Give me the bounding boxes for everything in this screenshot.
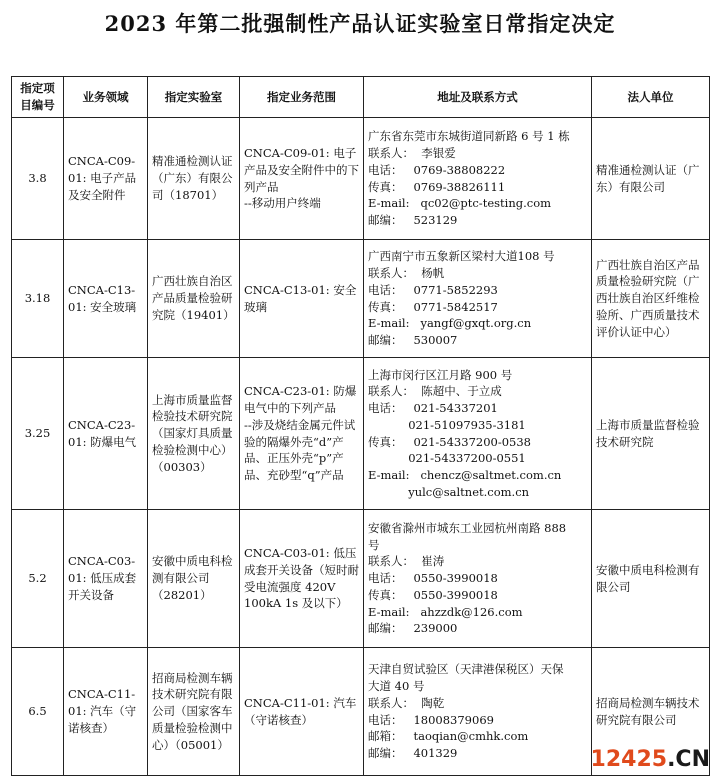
address-line: 邮编： 530007 bbox=[368, 332, 458, 347]
business-field: CNCA-C11-01: 汽车（守诺核查） bbox=[64, 648, 148, 776]
designated-lab: 上海市质量监督检验技术研究院（国家灯具质量检验检测中心）（00303） bbox=[148, 358, 240, 510]
item-number: 5.2 bbox=[12, 510, 64, 648]
item-number: 3.18 bbox=[12, 240, 64, 358]
address-contact bbox=[364, 510, 592, 648]
address-line: 电话： 0550-3990018 bbox=[368, 571, 498, 586]
designated-lab: 安徽中质电科检测有限公司（28201） bbox=[148, 510, 240, 648]
designated-scope: CNCA-C11-01: 汽车（守诺核查） bbox=[240, 648, 364, 776]
address-line: 传真： 021-54337200-0538 bbox=[368, 434, 531, 449]
address-line: 联系人： 杨帆 bbox=[368, 266, 445, 281]
address-line: yulc@saltnet.com.cn bbox=[368, 484, 530, 499]
header-legal-unit: 法人单位 bbox=[592, 77, 710, 118]
business-field: CNCA-C13-01: 安全玻璃 bbox=[64, 240, 148, 358]
address-line: E-mail: yangf@gxqt.org.cn bbox=[368, 316, 532, 331]
business-field: CNCA-C23-01: 防爆电气 bbox=[64, 358, 148, 510]
address-contact bbox=[364, 118, 592, 240]
designated-scope: CNCA-C03-01: 低压成套开关设备（短时耐受电流强度 420V 100kA 1s 及以下） bbox=[240, 510, 364, 648]
designated-scope: CNCA-C23-01: 防爆电气中的下列产品 --涉及烧结金属元件试验的隔爆外壳“d”产品、正压外壳“p”产品、充砂型“q”产品 bbox=[240, 358, 364, 510]
address-line: 传真： 0769-38826111 bbox=[368, 179, 506, 194]
document-title: 2023 年第二批强制性产品认证实验室日常指定决定 bbox=[104, 11, 616, 36]
address-line: 广西南宁市五象新区梁村大道108 号 bbox=[368, 249, 555, 264]
address-line: 电话： 0769-38808222 bbox=[368, 162, 506, 177]
address-line: 上海市闵行区江月路 900 号 bbox=[368, 367, 513, 382]
address-line: 021-54337200-0551 bbox=[368, 451, 526, 466]
address-line: 联系人： 崔涛 bbox=[368, 554, 445, 569]
item-number: 6.5 bbox=[12, 648, 64, 776]
address-line: 安徽省滁州市城东工业园杭州南路 888 bbox=[368, 521, 567, 536]
designated-scope: CNCA-C13-01: 安全玻璃 bbox=[240, 240, 364, 358]
business-field: CNCA-C03-01: 低压成套开关设备 bbox=[64, 510, 148, 648]
address-contact bbox=[364, 240, 592, 358]
address-line: 邮箱： taoqian@cmhk.com bbox=[368, 729, 529, 744]
address-line: 电话： 021-54337201 bbox=[368, 401, 498, 416]
address-line: 邮编： 523129 bbox=[368, 212, 458, 227]
designated-lab: 招商局检测车辆技术研究院有限公司（国家客车质量检验检测中心）（05001） bbox=[148, 648, 240, 776]
watermark-domain: .CN bbox=[667, 747, 710, 772]
address-line: 电话： 0771-5852293 bbox=[368, 282, 498, 297]
header-address: 地址及联系方式 bbox=[364, 77, 592, 118]
header-lab: 指定实验室 bbox=[148, 77, 240, 118]
designation-table bbox=[11, 76, 710, 776]
address-line: 邮编： 401329 bbox=[368, 745, 458, 760]
address-line: 号 bbox=[368, 537, 380, 552]
address-line: E-mail: qc02@ptc-testing.com bbox=[368, 196, 552, 211]
header-item-no: 指定项目编号 bbox=[12, 77, 64, 118]
address-contact bbox=[364, 648, 592, 776]
address-line: 广东省东莞市东城街道同新路 6 号 1 栋 bbox=[368, 129, 570, 144]
address-line: 联系人： 李银爱 bbox=[368, 146, 456, 161]
table-row bbox=[12, 510, 710, 648]
address-line: 021-51097935-3181 bbox=[368, 417, 526, 432]
watermark-number: 12425 bbox=[590, 747, 668, 772]
address-line: 电话： 18008379069 bbox=[368, 712, 494, 727]
address-line: 天津自贸试验区（天津港保税区）天保 bbox=[368, 662, 564, 677]
business-field: CNCA-C09-01: 电子产品及安全附件 bbox=[64, 118, 148, 240]
address-line: E-mail: ahzzdk@126.com bbox=[368, 604, 523, 619]
header-field: 业务领域 bbox=[64, 77, 148, 118]
designated-lab: 广西壮族自治区产品质量检验研究院（19401） bbox=[148, 240, 240, 358]
designated-lab: 精准通检测认证（广东）有限公司（18701） bbox=[148, 118, 240, 240]
address-line: 联系人： 陈超中、于立成 bbox=[368, 384, 502, 399]
address-line: E-mail: chencz@saltmet.com.cn bbox=[368, 467, 562, 482]
header-scope: 指定业务范围 bbox=[240, 77, 364, 118]
site-watermark bbox=[591, 747, 710, 772]
table-header-row bbox=[12, 77, 710, 118]
table-row bbox=[12, 240, 710, 358]
legal-unit: 精准通检测认证（广东）有限公司 bbox=[592, 118, 710, 240]
address-line: 传真： 0550-3990018 bbox=[368, 587, 498, 602]
address-line: 大道 40 号 bbox=[368, 679, 425, 694]
address-contact bbox=[364, 358, 592, 510]
legal-unit: 上海市质量监督检验技术研究院 bbox=[592, 358, 710, 510]
legal-unit: 招商局检测车辆技术研究院有限公司 bbox=[592, 648, 710, 776]
address-line: 传真： 0771-5842517 bbox=[368, 299, 498, 314]
address-line: 邮编： 239000 bbox=[368, 621, 458, 636]
address-line: 联系人： 陶乾 bbox=[368, 695, 445, 710]
item-number: 3.8 bbox=[12, 118, 64, 240]
table-row bbox=[12, 358, 710, 510]
legal-unit: 广西壮族自治区产品质量检验研究院（广西壮族自治区纤维检验所、广西质量技术评价认证中心） bbox=[592, 240, 710, 358]
item-number: 3.25 bbox=[12, 358, 64, 510]
designated-scope: CNCA-C09-01: 电子产品及安全附件中的下列产品 --移动用户终端 bbox=[240, 118, 364, 240]
table-row bbox=[12, 118, 710, 240]
legal-unit: 安徽中质电科检测有限公司 bbox=[592, 510, 710, 648]
